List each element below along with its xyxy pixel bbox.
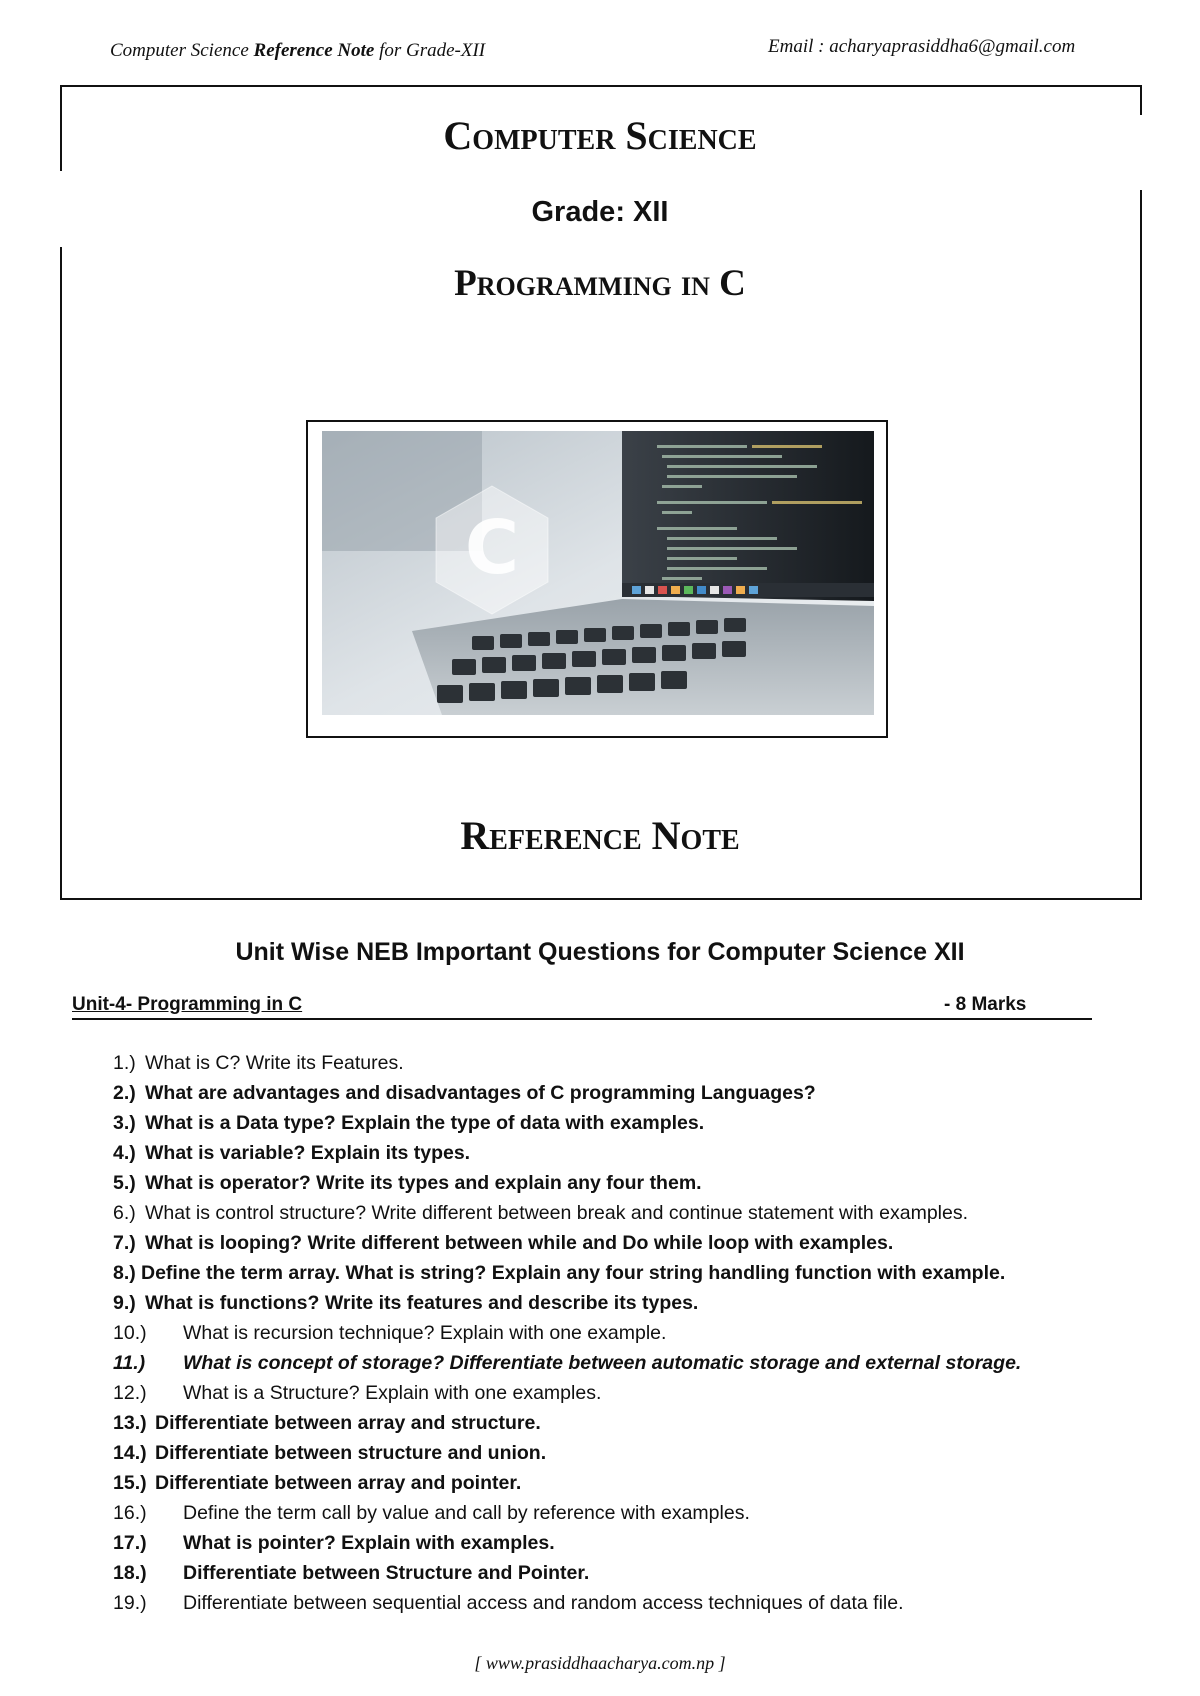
question-text: Differentiate between array and structure. bbox=[155, 1412, 541, 1434]
question-item bbox=[113, 1052, 1113, 1078]
question-item bbox=[113, 1292, 1113, 1318]
unit-label: Unit-4- Programming in C bbox=[72, 994, 303, 1015]
question-number: 9.) bbox=[113, 1292, 136, 1314]
header-text-bold: Reference Note bbox=[253, 40, 375, 61]
question-text: What is a Structure? Explain with one examples. bbox=[183, 1382, 602, 1404]
question-item bbox=[113, 1352, 1113, 1378]
question-text: What is a Data type? Explain the type of data with examples. bbox=[145, 1112, 705, 1134]
cover-title: Computer Science bbox=[443, 113, 757, 158]
question-number: 13.) bbox=[113, 1412, 147, 1434]
cover-note-title: Reference Note bbox=[460, 813, 740, 858]
question-text: What is variable? Explain its types. bbox=[145, 1142, 471, 1164]
question-text: What is looping? Write different between while and Do while loop with examples. bbox=[145, 1232, 894, 1254]
question-text: Differentiate between Structure and Pointer. bbox=[183, 1562, 590, 1584]
question-item bbox=[113, 1172, 1113, 1198]
question-text: Differentiate between structure and union. bbox=[155, 1442, 547, 1464]
question-number: 7.) bbox=[113, 1232, 136, 1254]
question-text: Differentiate between array and pointer. bbox=[155, 1472, 522, 1494]
question-number: 17.) bbox=[113, 1532, 147, 1554]
question-number: 2.) bbox=[113, 1082, 136, 1104]
question-item bbox=[113, 1472, 1113, 1498]
cover-subject: Programming in C bbox=[454, 263, 746, 304]
question-item bbox=[113, 1232, 1113, 1258]
unit-marks: - 8 Marks bbox=[944, 994, 1027, 1015]
question-item bbox=[113, 1142, 1113, 1168]
questions-heading: Unit Wise NEB Important Questions for Computer Science XII bbox=[235, 938, 965, 966]
question-text: Define the term call by value and call by reference with examples. bbox=[183, 1502, 750, 1524]
question-text: What is concept of storage? Differentiate between automatic storage and external storage. bbox=[183, 1352, 1022, 1374]
question-text: What is recursion technique? Explain with one example. bbox=[183, 1322, 667, 1344]
page-footer: [ www.prasiddhaacharya.com.np ] bbox=[474, 1653, 726, 1673]
question-text: Differentiate between sequential access and random access techniques of data file. bbox=[183, 1592, 904, 1614]
question-item bbox=[113, 1442, 1113, 1468]
question-item bbox=[113, 1082, 1113, 1108]
question-text: What is operator? Write its types and explain any four them. bbox=[145, 1172, 702, 1194]
question-number: 11.) bbox=[113, 1352, 146, 1374]
laptop-code-image bbox=[322, 431, 874, 715]
question-item bbox=[113, 1262, 1113, 1288]
question-item bbox=[113, 1322, 1113, 1348]
question-number: 4.) bbox=[113, 1142, 136, 1164]
question-number: 18.) bbox=[113, 1562, 147, 1584]
question-number: 15.) bbox=[113, 1472, 147, 1494]
svg-text:C: C bbox=[464, 505, 520, 591]
question-text: What are advantages and disadvantages of C programming Languages? bbox=[145, 1082, 816, 1104]
question-text: Define the term array. What is string? Explain any four string handling function with example. bbox=[141, 1262, 1006, 1284]
question-item bbox=[113, 1382, 1113, 1408]
question-number: 5.) bbox=[113, 1172, 136, 1194]
question-text: What is pointer? Explain with examples. bbox=[183, 1532, 555, 1554]
question-item bbox=[113, 1532, 1113, 1558]
question-item bbox=[113, 1502, 1113, 1528]
question-number: 6.) bbox=[113, 1202, 136, 1224]
cover-image-frame bbox=[306, 420, 888, 738]
question-number: 1.) bbox=[113, 1052, 136, 1074]
question-text: What is control structure? Write different between break and continue statement with examples. bbox=[145, 1202, 969, 1224]
unit-row bbox=[72, 994, 1092, 1020]
question-number: 16.) bbox=[113, 1502, 147, 1524]
header-text-post: for Grade-XII bbox=[374, 40, 486, 61]
header-email: Email : acharyaprasiddha6@gmail.com bbox=[768, 36, 1076, 57]
header-text-pre: Computer Science bbox=[110, 40, 254, 61]
question-text: What is functions? Write its features and describe its types. bbox=[145, 1292, 699, 1314]
question-number: 10.) bbox=[113, 1322, 147, 1344]
question-item bbox=[113, 1562, 1113, 1588]
question-item bbox=[113, 1592, 1113, 1618]
question-number: 8.) bbox=[113, 1262, 136, 1284]
question-number: 14.) bbox=[113, 1442, 147, 1464]
question-text: What is C? Write its Features. bbox=[145, 1052, 404, 1074]
question-number: 3.) bbox=[113, 1112, 136, 1134]
question-item bbox=[113, 1202, 1113, 1228]
question-item bbox=[113, 1112, 1113, 1138]
question-item bbox=[113, 1412, 1113, 1438]
cover-grade: Grade: XII bbox=[531, 196, 669, 228]
running-header bbox=[110, 40, 485, 62]
question-number: 12.) bbox=[113, 1382, 147, 1404]
question-number: 19.) bbox=[113, 1592, 147, 1614]
